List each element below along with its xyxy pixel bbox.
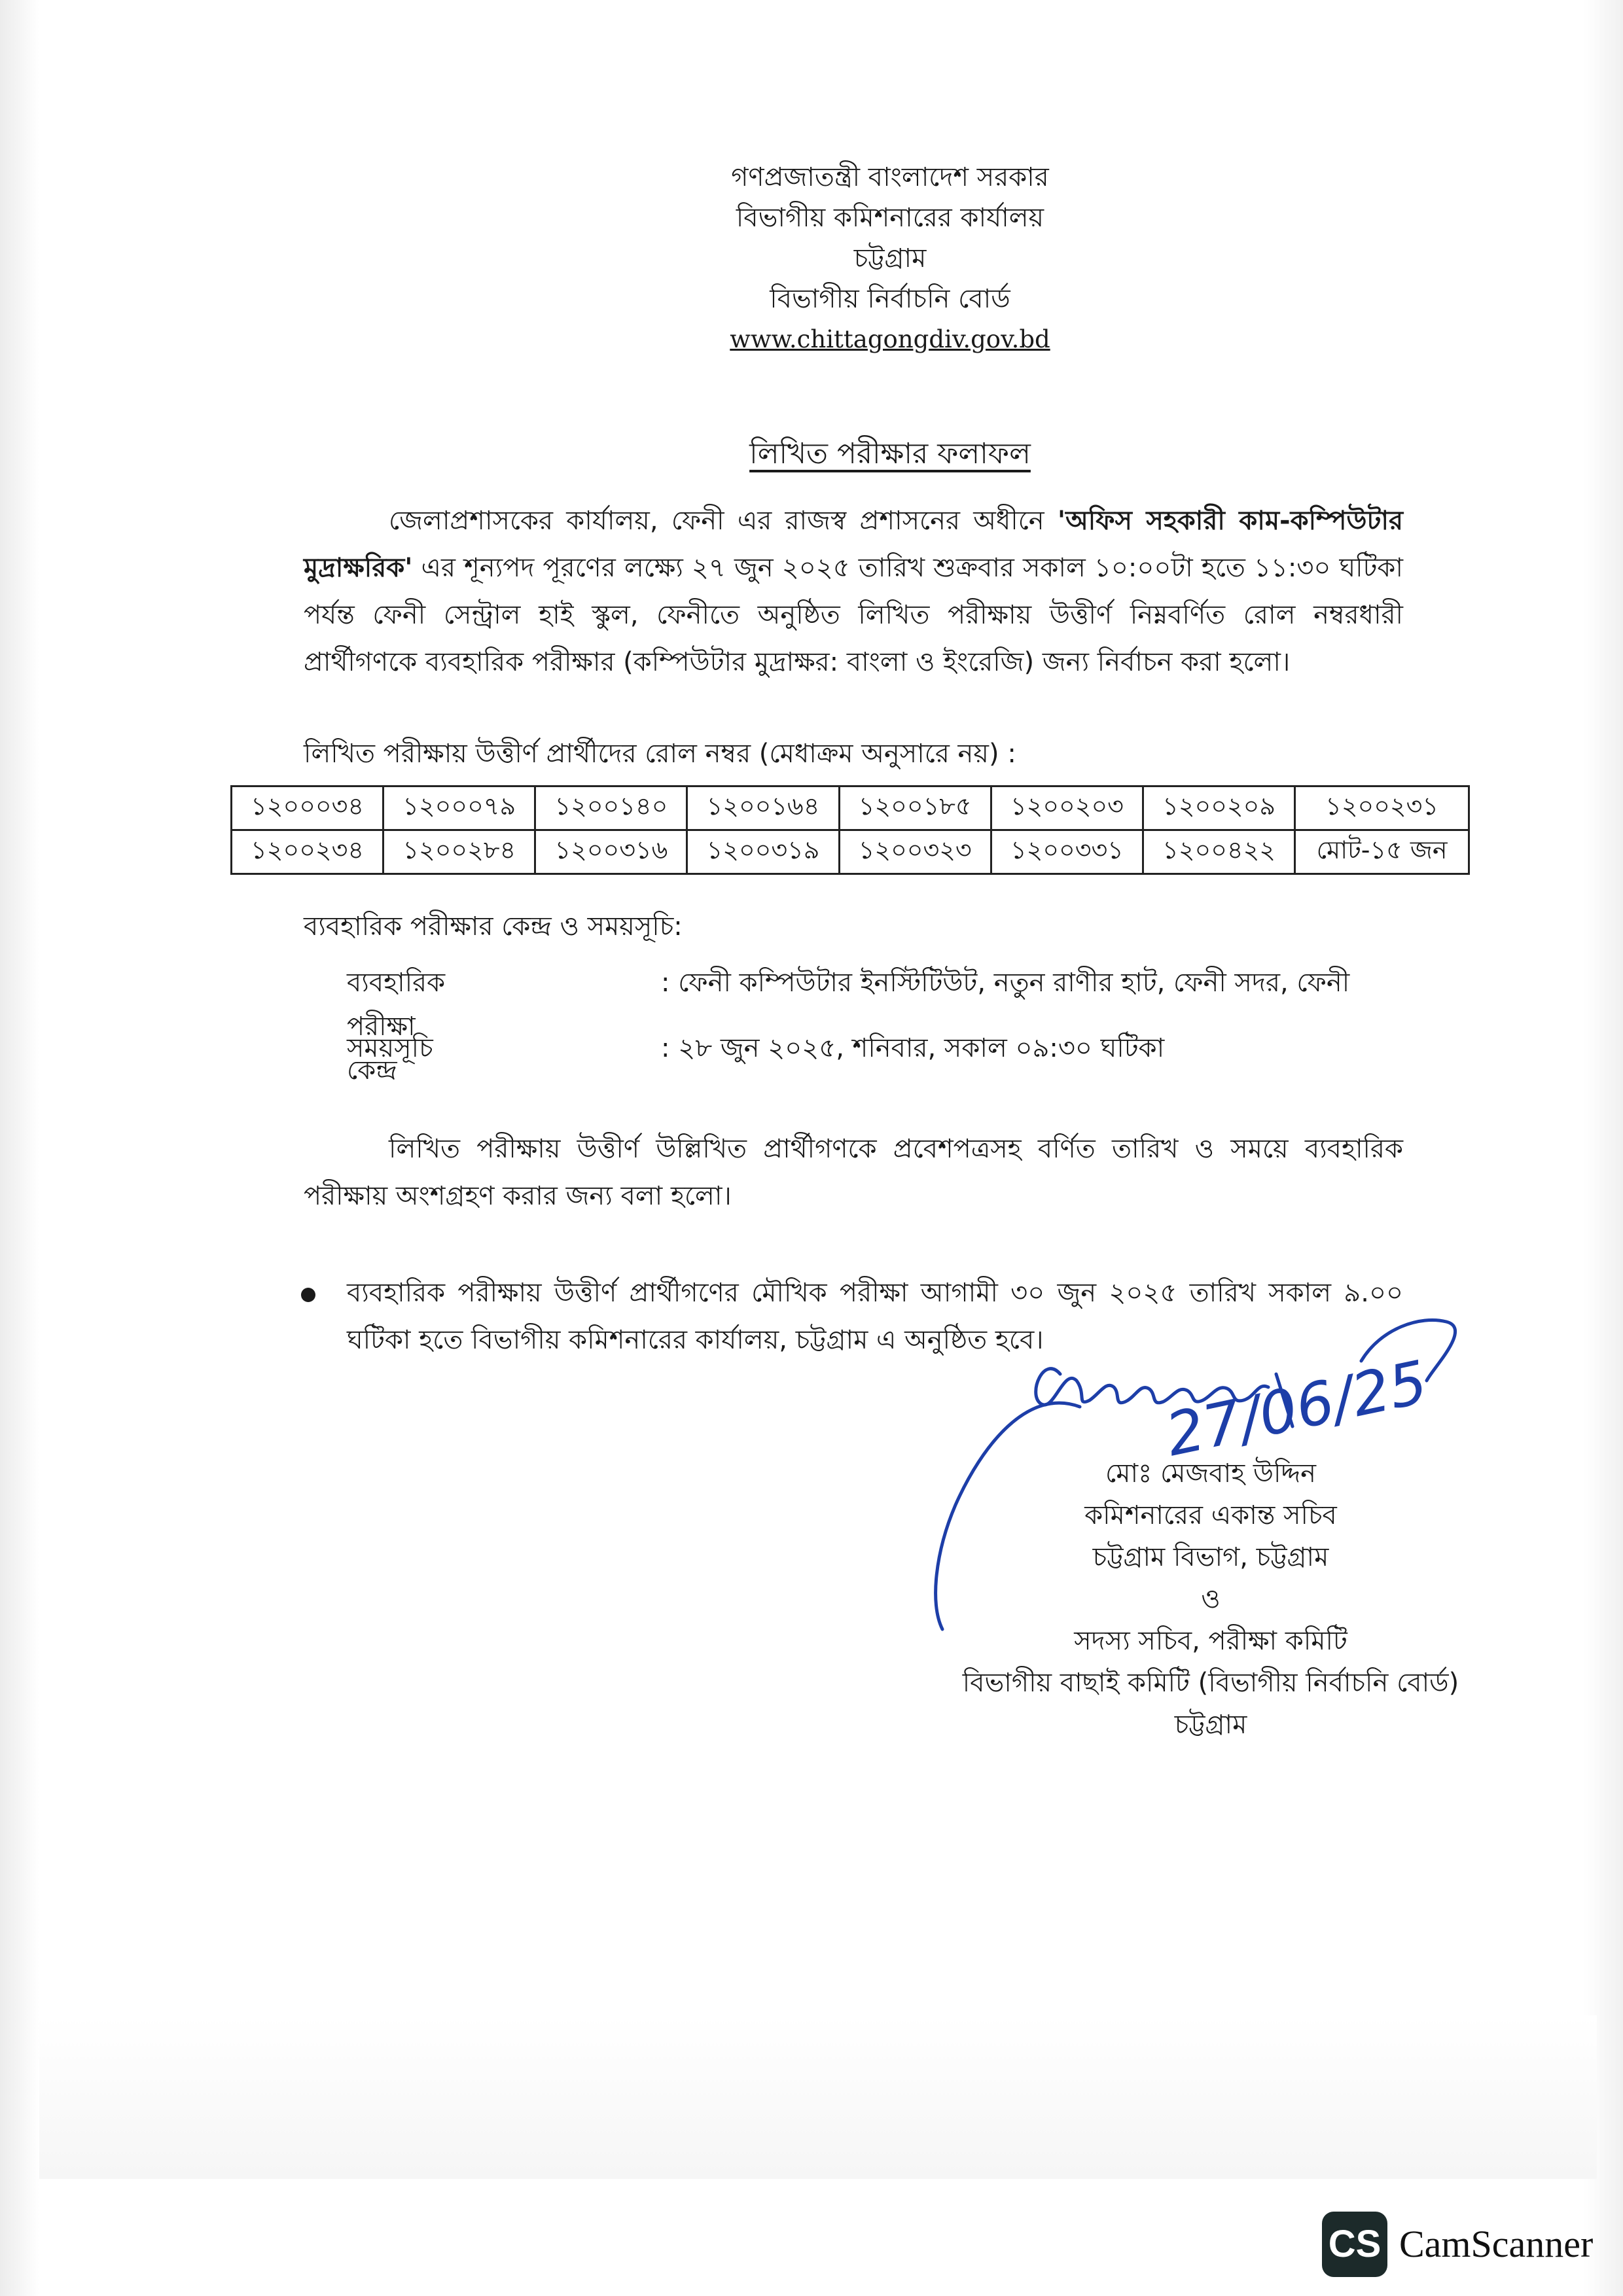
signatory-designation-2: চট্টগ্রাম বিভাগ, চট্টগ্রাম [1092, 1542, 1329, 1572]
roll-cell: ১২০০৩১৯ [687, 830, 839, 874]
signatory-conjunction: ও [1201, 1584, 1221, 1614]
roll-cell: ১২০০২৩৪ [232, 830, 383, 874]
roll-cell: ১২০০১৬৪ [687, 786, 839, 830]
camscanner-watermark: CamScanner [1399, 2223, 1594, 2265]
instruction-paragraph: লিখিত পরীক্ষায় উত্তীর্ণ উল্লিখিত প্রার্থীগণকে প্রবেশপত্রসহ বর্ণিত তারিখ ও সময়ে ব্যবহারিক পরীক্ষায় অংশগ্রহণ করার জন্য বলা হলো। [304, 1134, 1403, 1211]
roll-cell: ১২০০০৩৪ [232, 786, 383, 830]
signatory-designation-1: কমিশনারের একান্ত সচিব [1084, 1500, 1337, 1530]
document-title: লিখিত পরীক্ষার ফলাফল [749, 437, 1031, 470]
schedule-heading: ব্যবহারিক পরীক্ষার কেন্দ্র ও সময়সূচি: [304, 911, 683, 942]
roll-cell: ১২০০১৮৫ [839, 786, 991, 830]
signatory-block [851, 1453, 1571, 1746]
time-label: সময়সূচি [347, 1033, 433, 1063]
roll-cell: ১২০০২৩১ [1295, 786, 1469, 830]
roll-cell: ১২০০২৮৪ [383, 830, 535, 874]
roll-cell: ১২০০৪২২ [1143, 830, 1295, 874]
govt-name: গণপ্রজাতন্ত্রী বাংলাদেশ সরকার [731, 162, 1049, 192]
signatory-designation-4: বিভাগীয় বাছাই কমিটি (বিভাগীয় নির্বাচনি বোর্ড) [962, 1668, 1459, 1698]
signatory-designation-3: সদস্য সচিব, পরীক্ষা কমিটি [1074, 1626, 1347, 1656]
time-value: : ২৮ জুন ২০২৫, শনিবার, সকাল ০৯:৩০ ঘটিকা [661, 1033, 1165, 1063]
office-name: বিভাগীয় কমিশনারের কার্যালয় [736, 203, 1044, 233]
roll-cell: ১২০০১৪০ [535, 786, 687, 830]
website-link[interactable]: www.chittagongdiv.gov.bd [730, 325, 1050, 353]
letterhead [0, 157, 1623, 360]
handwritten-date: 27/06/25 [1160, 1347, 1433, 1470]
board-name: বিভাগীয় নির্বাচনি বোর্ড [770, 284, 1010, 314]
roll-cell: ১২০০২০৩ [991, 786, 1143, 830]
bullet-icon [301, 1288, 315, 1302]
camscanner-logo-icon: CS [1322, 2212, 1387, 2277]
roll-number-table [230, 785, 1470, 875]
roll-cell: ১২০০২০৯ [1143, 786, 1295, 830]
office-city: চট্টগ্রাম [853, 243, 927, 274]
roll-cell: মোট-১৫ জন [1295, 830, 1469, 874]
signatory-designation-5: চট্টগ্রাম [1174, 1710, 1247, 1740]
center-label: ব্যবহারিক পরীক্ষা কেন্দ্র [347, 968, 446, 1086]
table-row [232, 830, 1469, 874]
signatory-name: মোঃ মেজবাহ উদ্দিন [1105, 1458, 1316, 1489]
roll-table-body [232, 786, 1469, 874]
roll-cell: ১২০০৩৩১ [991, 830, 1143, 874]
roll-cell: ১২০০০৭৯ [383, 786, 535, 830]
intro-part1: জেলাপ্রশাসকের কার্যালয়, ফেনী এর রাজস্ব প্রশাসনের অধীনে [389, 506, 1058, 536]
roll-cell: ১২০০৩২৩ [839, 830, 991, 874]
roll-cell: ১২০০৩১৬ [535, 830, 687, 874]
intro-paragraph [304, 497, 1403, 686]
table-row [232, 786, 1469, 830]
post-name: 'অফিস সহকারী কাম-কম্পিউটার মুদ্রাক্ষরিক' [304, 506, 1403, 583]
intro-part2: এর শূন্যপদ পূরণের লক্ষ্যে ২৭ জুন ২০২৫ তারিখ শুক্রবার সকাল ১০:০০টা হতে ১১:৩০ ঘটিকা পর্যন্ত ফেনী সেন্ট্রাল হাই স্কুল, ফেনীতে অনুষ্ঠিত লিখিত পরীক্ষায় উত্তীর্ণ নিম্নবর্ণিত রোল নম্বরধারী প্রার্থীগণকে ব্যবহারিক পরীক্ষার (কম্পিউটার মুদ্রাক্ষর: বাংলা ও ইংরেজি) জন্য নির্বাচন করা হলো। [304, 553, 1403, 677]
viva-note: ব্যবহারিক পরীক্ষায় উত্তীর্ণ প্রার্থীগণের মৌখিক পরীক্ষা আগামী ৩০ জুন ২০২৫ তারিখ সকাল ৯.০০ ঘটিকা হতে বিভাগীয় কমিশনারের কার্যালয়, চট্টগ্রাম এ অনুষ্ঠিত হবে। [347, 1278, 1403, 1355]
roll-heading: লিখিত পরীক্ষায় উত্তীর্ণ প্রার্থীদের রোল নম্বর (মেধাক্রম অনুসারে নয়) : [304, 739, 1016, 769]
center-value: : ফেনী কম্পিউটার ইনস্টিটিউট, নতুন রাণীর হাট, ফেনী সদর, ফেনী [661, 968, 1350, 998]
